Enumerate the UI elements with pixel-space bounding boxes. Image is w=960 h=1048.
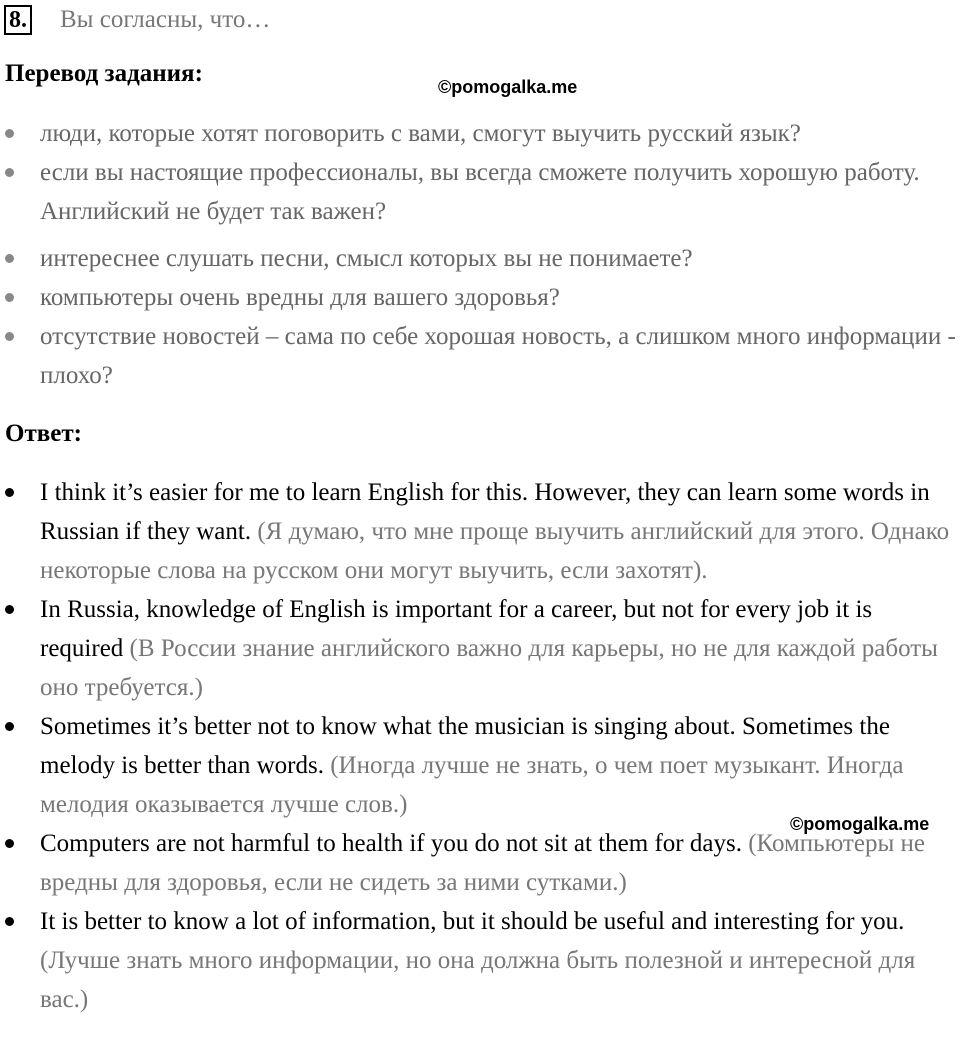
answer-list	[0, 473, 960, 1019]
translation-item	[0, 317, 960, 395]
translation-item-text: отсутствие новостей – сама по себе хорошая новость, а слишком много информации - плохо?	[40, 323, 956, 389]
answer-english: I think it’s easier for me to learn English for this. However, they can learn some words in Russian if they want.	[40, 479, 930, 545]
answer-english: Sometimes it’s better not to know what the musician is singing about. Sometimes the melody is better than words.	[40, 713, 890, 779]
answer-russian: (Иногда лучше не знать, о чем поет музыкант. Иногда мелодия оказывается лучше слов.)	[40, 752, 904, 818]
translation-item	[0, 278, 960, 317]
task-number: 8.	[4, 5, 32, 35]
answer-item	[0, 824, 960, 902]
bullet-icon	[5, 917, 14, 926]
answer-russian: (В России знание английского важно для карьеры, но не для каждой работы оно требуется.)	[40, 635, 938, 701]
translation-item-text: если вы настоящие профессионалы, вы всегда сможете получить хорошую работу. Английский не будет так важен?	[40, 159, 920, 225]
answer-english: In Russia, knowledge of English is important for a career, but not for every job it is required	[40, 596, 873, 662]
translation-item-text: компьютеры очень вредны для вашего здоровья?	[40, 284, 560, 311]
bullet-icon	[5, 839, 14, 848]
translation-item-text: люди, которые хотят поговорить с вами, смогут выучить русский язык?	[40, 120, 801, 147]
watermark-bottom: ©pomogalka.me	[790, 814, 930, 834]
answer-item	[0, 473, 960, 590]
bullet-icon	[5, 488, 14, 497]
bullet-icon	[5, 332, 14, 341]
answer-english: It is better to know a lot of information, but it should be useful and interesting for you.	[40, 908, 905, 935]
bullet-icon	[5, 293, 14, 302]
answer-title: Ответ:	[5, 420, 82, 447]
answer-russian: (Я думаю, что мне проще выучить английский для этого. Однако некоторые слова на русском они могут выучить, если захотят).	[40, 518, 950, 584]
translation-list	[0, 114, 960, 395]
answer-russian: (Лучше знать много информации, но она должна быть полезной и интересной для вас.)	[40, 947, 916, 1013]
task-header	[4, 3, 270, 37]
translation-item-text: интереснее слушать песни, смысл которых вы не понимаете?	[40, 245, 693, 272]
bullet-icon	[5, 722, 14, 731]
answer-english: Computers are not harmful to health if you do not sit at them for days.	[40, 830, 742, 857]
answer-item	[0, 707, 960, 824]
translation-item	[0, 114, 960, 153]
answer-item	[0, 902, 960, 1019]
translation-title: Перевод задания:	[5, 60, 203, 87]
translation-item	[0, 239, 960, 278]
watermark-top: ©pomogalka.me	[438, 77, 578, 97]
bullet-icon	[5, 605, 14, 614]
bullet-icon	[5, 129, 14, 138]
bullet-icon	[5, 168, 14, 177]
task-prompt: Вы согласны, что…	[60, 6, 271, 33]
translation-item	[0, 153, 960, 231]
answer-item	[0, 590, 960, 707]
answer-russian: (Компьютеры не вредны для здоровья, если не сидеть за ними сутками.)	[40, 830, 925, 896]
bullet-icon	[5, 254, 14, 263]
